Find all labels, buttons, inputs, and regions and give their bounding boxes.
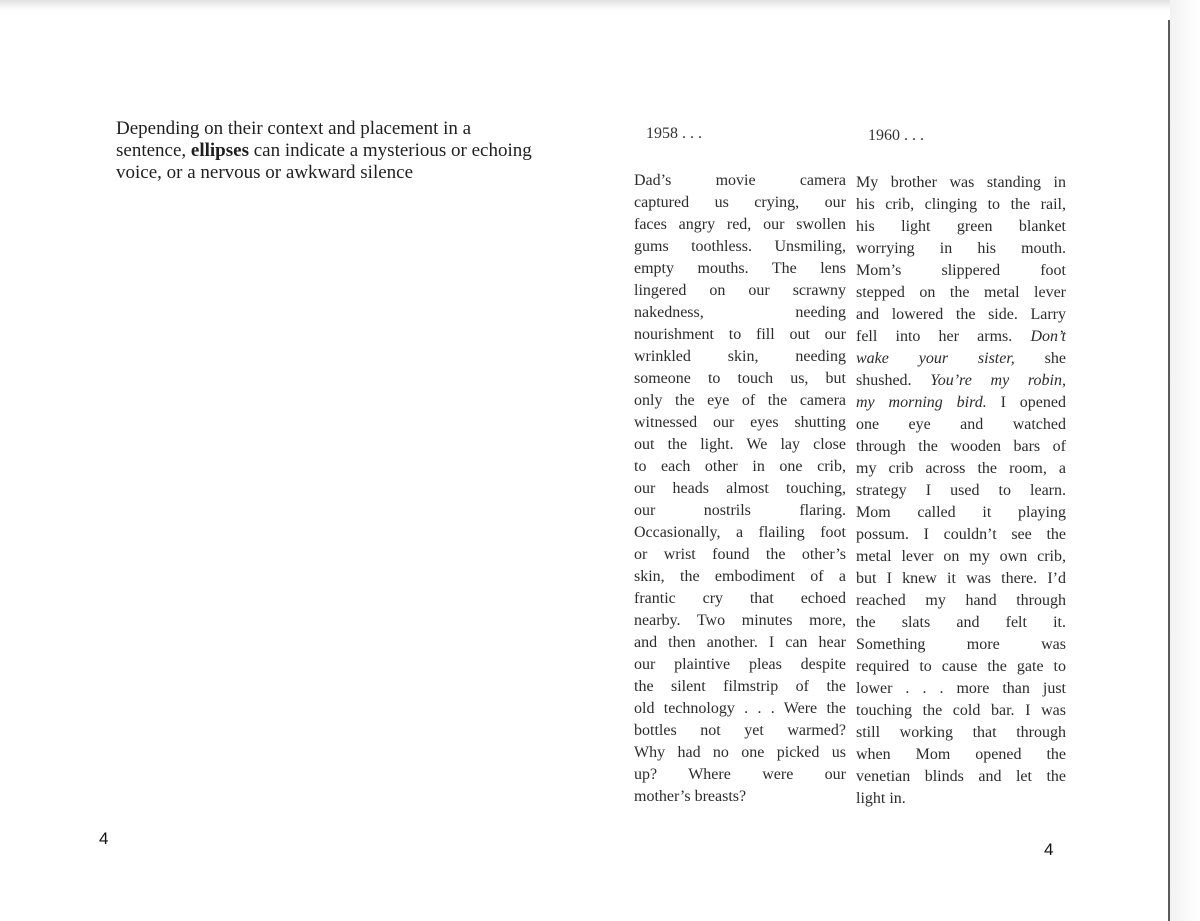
column-1-line: Occasionally, a flailing foot	[634, 524, 846, 541]
caption-text	[116, 118, 536, 184]
italic-text: Don’t	[1030, 328, 1066, 345]
column-2-line	[856, 392, 1066, 414]
column-1-line: skin, the embodiment of a	[634, 568, 846, 585]
column-2-line: Mom called it playing	[856, 504, 1066, 521]
column-1-line: to each other in one crib,	[634, 458, 846, 475]
column-1-text	[634, 170, 846, 808]
column-1-line: out the light. We lay close	[634, 436, 846, 453]
page-number-right: 4	[1044, 840, 1054, 859]
column-1-line: nearby. Two minutes more,	[634, 612, 846, 629]
line-part: she	[1014, 350, 1066, 367]
column-1-line: up? Where were our	[634, 766, 846, 783]
column-2-line: metal lever on my own crib,	[856, 548, 1066, 565]
column-2-line: worrying in his mouth.	[856, 240, 1066, 257]
column-1-line: nakedness, needing	[634, 304, 846, 321]
column-1-line: witnessed our eyes shutting	[634, 414, 846, 431]
column-2-line: reached my hand through	[856, 592, 1066, 609]
column-2-line: the slats and felt it.	[856, 614, 1066, 631]
book-spine-shadow	[1170, 0, 1200, 921]
column-2-line: required to cause the gate to	[856, 658, 1066, 675]
line-part: I opened	[986, 394, 1066, 411]
column-2-line: venetian blinds and let the	[856, 768, 1066, 785]
column-2-heading: 1960 . . .	[868, 127, 924, 144]
column-1-line: captured us crying, our	[634, 194, 846, 211]
column-1-heading: 1958 . . .	[646, 125, 702, 142]
column-2-line: when Mom opened the	[856, 746, 1066, 763]
column-1-line: our plaintive pleas despite	[634, 656, 846, 673]
column-2-line: one eye and watched	[856, 416, 1066, 433]
column-2-line: and lowered the side. Larry	[856, 306, 1066, 323]
column-2-line: stepped on the metal lever	[856, 284, 1066, 301]
column-1-line: only the eye of the camera	[634, 392, 846, 409]
column-1-line: empty mouths. The lens	[634, 260, 846, 277]
column-2-line	[856, 348, 1066, 370]
column-1-line: mother’s breasts?	[634, 788, 747, 805]
column-2-line: possum. I couldn’t see the	[856, 526, 1066, 543]
column-2-line: but I knew it was there. I’d	[856, 570, 1066, 587]
caption-part-1: Depending on their context and placement in a sentence,	[116, 118, 472, 161]
column-2-text	[856, 172, 1066, 810]
column-2-line: Something more was	[856, 636, 1066, 653]
line-part: fell into her arms.	[856, 328, 1031, 345]
italic-text: my morning bird.	[856, 394, 987, 411]
column-2-line: his crib, clinging to the rail,	[856, 196, 1066, 213]
line-part: shushed.	[856, 372, 931, 389]
column-1-line: Dad’s movie camera	[634, 172, 846, 189]
column-2-line: my crib across the room, a	[856, 460, 1066, 477]
column-1-line: or wrist found the other’s	[634, 546, 846, 563]
italic-text: wake your sister,	[856, 350, 1015, 367]
column-2-line: strategy I used to learn.	[856, 482, 1066, 499]
caption-part-2: can indicate a mysterious or echoing voice, or a nervous or awkward silence	[116, 140, 532, 183]
column-2-line: his light green blanket	[856, 218, 1066, 235]
column-2-line: light in.	[856, 790, 906, 807]
column-2-line	[856, 370, 1066, 392]
column-1-line: faces angry red, our swollen	[634, 216, 846, 233]
column-2-line: Mom’s slippered foot	[856, 262, 1066, 279]
column-1-line: bottles not yet warmed?	[634, 722, 846, 739]
column-1-line: lingered on our scrawny	[634, 282, 846, 299]
column-2-line	[856, 326, 1066, 348]
column-1-line: our heads almost touching,	[634, 480, 846, 497]
column-1-line: old technology . . . Were the	[634, 700, 846, 717]
page-number-left: 4	[99, 829, 109, 848]
column-1-line: Why had no one picked us	[634, 744, 846, 761]
column-2-line: lower . . . more than just	[856, 680, 1066, 697]
scan-top-shadow	[0, 0, 1200, 10]
italic-text: You’re my robin,	[930, 372, 1066, 389]
column-1-line: our nostrils flaring.	[634, 502, 846, 519]
column-1-line: and then another. I can hear	[634, 634, 846, 651]
column-1-line: frantic cry that echoed	[634, 590, 846, 607]
column-1-line: nourishment to fill out our	[634, 326, 846, 343]
book-spine-edge	[1168, 20, 1170, 921]
column-2-line: through the wooden bars of	[856, 438, 1066, 455]
column-2-line: still working that through	[856, 724, 1066, 741]
column-1-line: wrinkled skin, needing	[634, 348, 846, 365]
column-2-line: touching the cold bar. I was	[856, 702, 1066, 719]
column-2-line: My brother was standing in	[856, 174, 1066, 191]
column-1-line: gums toothless. Unsmiling,	[634, 238, 846, 255]
caption-bold-term: ellipses	[190, 140, 249, 161]
column-1-line: the silent filmstrip of the	[634, 678, 846, 695]
column-1-line: someone to touch us, but	[634, 370, 846, 387]
